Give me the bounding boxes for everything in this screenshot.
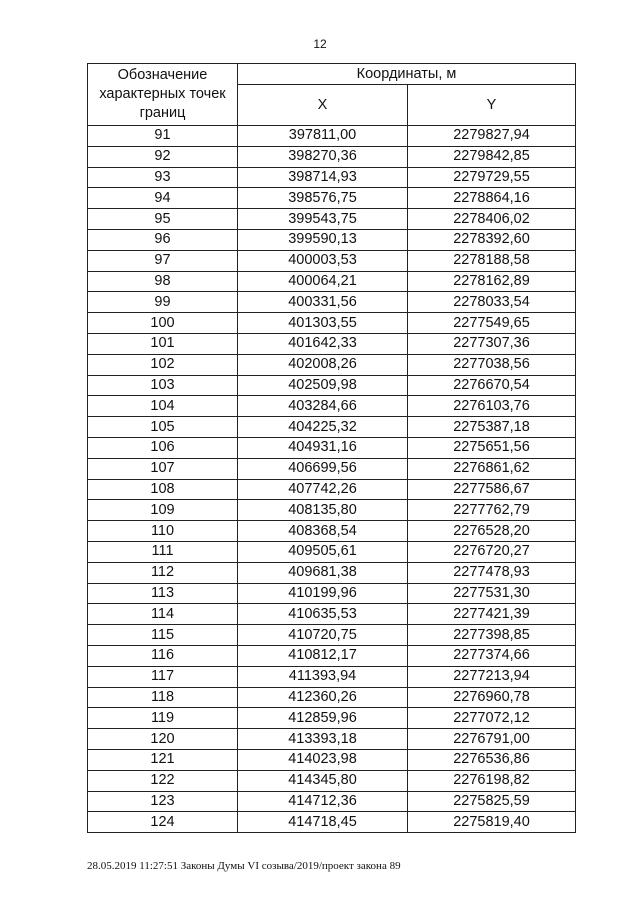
x-coordinate-cell: 410199,96 (238, 583, 408, 604)
x-coordinate-cell: 409505,61 (238, 541, 408, 562)
point-number-cell: 114 (88, 604, 238, 625)
x-coordinate-cell: 408368,54 (238, 521, 408, 542)
x-coordinate-cell: 406699,56 (238, 458, 408, 479)
point-number-cell: 111 (88, 541, 238, 562)
table-row (88, 271, 576, 292)
y-coordinate-cell: 2277398,85 (408, 625, 576, 646)
x-coordinate-cell: 402008,26 (238, 354, 408, 375)
table-row (88, 770, 576, 791)
table-row (88, 209, 576, 230)
y-coordinate-cell: 2279842,85 (408, 146, 576, 167)
header-x: X (238, 85, 408, 126)
y-coordinate-cell: 2278406,02 (408, 209, 576, 230)
x-coordinate-cell: 412859,96 (238, 708, 408, 729)
x-coordinate-cell: 398576,75 (238, 188, 408, 209)
table-row (88, 333, 576, 354)
point-number-cell: 93 (88, 167, 238, 188)
y-coordinate-cell: 2278864,16 (408, 188, 576, 209)
point-number-cell: 109 (88, 500, 238, 521)
table-row (88, 645, 576, 666)
y-coordinate-cell: 2277038,56 (408, 354, 576, 375)
table-row (88, 417, 576, 438)
x-coordinate-cell: 400331,56 (238, 292, 408, 313)
point-number-cell: 117 (88, 666, 238, 687)
y-coordinate-cell: 2277478,93 (408, 562, 576, 583)
point-number-cell: 105 (88, 417, 238, 438)
table-row (88, 313, 576, 334)
table-header (88, 64, 576, 126)
table-row (88, 791, 576, 812)
table-row (88, 812, 576, 833)
point-number-cell: 101 (88, 333, 238, 354)
point-number-cell: 99 (88, 292, 238, 313)
point-number-cell: 112 (88, 562, 238, 583)
y-coordinate-cell: 2276198,82 (408, 770, 576, 791)
header-y: Y (408, 85, 576, 126)
x-coordinate-cell: 402509,98 (238, 375, 408, 396)
x-coordinate-cell: 401642,33 (238, 333, 408, 354)
point-number-cell: 107 (88, 458, 238, 479)
y-coordinate-cell: 2277307,36 (408, 333, 576, 354)
table-row (88, 500, 576, 521)
y-coordinate-cell: 2275825,59 (408, 791, 576, 812)
table-row (88, 541, 576, 562)
table-row (88, 292, 576, 313)
x-coordinate-cell: 397811,00 (238, 126, 408, 147)
point-number-cell: 118 (88, 687, 238, 708)
point-number-cell: 92 (88, 146, 238, 167)
x-coordinate-cell: 407742,26 (238, 479, 408, 500)
table-row (88, 749, 576, 770)
y-coordinate-cell: 2277762,79 (408, 500, 576, 521)
point-number-cell: 103 (88, 375, 238, 396)
table-row (88, 250, 576, 271)
point-number-cell: 95 (88, 209, 238, 230)
header-designation: Обозначение характерных точек границ (88, 64, 238, 126)
point-number-cell: 98 (88, 271, 238, 292)
y-coordinate-cell: 2279729,55 (408, 167, 576, 188)
point-number-cell: 119 (88, 708, 238, 729)
y-coordinate-cell: 2279827,94 (408, 126, 576, 147)
table-row (88, 666, 576, 687)
y-coordinate-cell: 2276861,62 (408, 458, 576, 479)
y-coordinate-cell: 2278033,54 (408, 292, 576, 313)
x-coordinate-cell: 414345,80 (238, 770, 408, 791)
point-number-cell: 106 (88, 437, 238, 458)
x-coordinate-cell: 400064,21 (238, 271, 408, 292)
x-coordinate-cell: 408135,80 (238, 500, 408, 521)
table-body (88, 126, 576, 833)
y-coordinate-cell: 2277421,39 (408, 604, 576, 625)
table-row (88, 146, 576, 167)
x-coordinate-cell: 409681,38 (238, 562, 408, 583)
y-coordinate-cell: 2276791,00 (408, 729, 576, 750)
header-coordinates: Координаты, м (238, 64, 576, 85)
table-row (88, 188, 576, 209)
x-coordinate-cell: 410812,17 (238, 645, 408, 666)
y-coordinate-cell: 2276670,54 (408, 375, 576, 396)
coordinates-table (87, 63, 576, 833)
point-number-cell: 104 (88, 396, 238, 417)
point-number-cell: 121 (88, 749, 238, 770)
y-coordinate-cell: 2275651,56 (408, 437, 576, 458)
point-number-cell: 91 (88, 126, 238, 147)
table-row (88, 458, 576, 479)
point-number-cell: 115 (88, 625, 238, 646)
x-coordinate-cell: 413393,18 (238, 729, 408, 750)
y-coordinate-cell: 2278188,58 (408, 250, 576, 271)
y-coordinate-cell: 2277586,67 (408, 479, 576, 500)
point-number-cell: 94 (88, 188, 238, 209)
page-number: 12 (313, 37, 327, 51)
table-row (88, 521, 576, 542)
y-coordinate-cell: 2276103,76 (408, 396, 576, 417)
y-coordinate-cell: 2276528,20 (408, 521, 576, 542)
point-number-cell: 123 (88, 791, 238, 812)
table-row (88, 229, 576, 250)
table-row (88, 562, 576, 583)
x-coordinate-cell: 404225,32 (238, 417, 408, 438)
table-row (88, 729, 576, 750)
point-number-cell: 113 (88, 583, 238, 604)
x-coordinate-cell: 399590,13 (238, 229, 408, 250)
x-coordinate-cell: 414712,36 (238, 791, 408, 812)
point-number-cell: 124 (88, 812, 238, 833)
x-coordinate-cell: 410720,75 (238, 625, 408, 646)
footer-stamp: 28.05.2019 11:27:51 Законы Думы VI созыва/2019/проект закона 89 (87, 860, 401, 872)
y-coordinate-cell: 2277213,94 (408, 666, 576, 687)
y-coordinate-cell: 2277374,66 (408, 645, 576, 666)
table-row (88, 437, 576, 458)
point-number-cell: 116 (88, 645, 238, 666)
x-coordinate-cell: 411393,94 (238, 666, 408, 687)
x-coordinate-cell: 410635,53 (238, 604, 408, 625)
table-row (88, 375, 576, 396)
point-number-cell: 122 (88, 770, 238, 791)
x-coordinate-cell: 399543,75 (238, 209, 408, 230)
y-coordinate-cell: 2277531,30 (408, 583, 576, 604)
table-row (88, 604, 576, 625)
table-row (88, 167, 576, 188)
y-coordinate-cell: 2278392,60 (408, 229, 576, 250)
table-row (88, 708, 576, 729)
x-coordinate-cell: 401303,55 (238, 313, 408, 334)
y-coordinate-cell: 2277549,65 (408, 313, 576, 334)
table-row (88, 687, 576, 708)
point-number-cell: 96 (88, 229, 238, 250)
y-coordinate-cell: 2275819,40 (408, 812, 576, 833)
y-coordinate-cell: 2275387,18 (408, 417, 576, 438)
x-coordinate-cell: 400003,53 (238, 250, 408, 271)
x-coordinate-cell: 398714,93 (238, 167, 408, 188)
point-number-cell: 120 (88, 729, 238, 750)
point-number-cell: 100 (88, 313, 238, 334)
x-coordinate-cell: 403284,66 (238, 396, 408, 417)
x-coordinate-cell: 404931,16 (238, 437, 408, 458)
table-row (88, 625, 576, 646)
y-coordinate-cell: 2276536,86 (408, 749, 576, 770)
x-coordinate-cell: 398270,36 (238, 146, 408, 167)
table-row (88, 479, 576, 500)
x-coordinate-cell: 412360,26 (238, 687, 408, 708)
table-row (88, 583, 576, 604)
y-coordinate-cell: 2277072,12 (408, 708, 576, 729)
y-coordinate-cell: 2278162,89 (408, 271, 576, 292)
y-coordinate-cell: 2276720,27 (408, 541, 576, 562)
point-number-cell: 108 (88, 479, 238, 500)
table-row (88, 396, 576, 417)
y-coordinate-cell: 2276960,78 (408, 687, 576, 708)
table-row (88, 354, 576, 375)
point-number-cell: 110 (88, 521, 238, 542)
point-number-cell: 97 (88, 250, 238, 271)
x-coordinate-cell: 414718,45 (238, 812, 408, 833)
x-coordinate-cell: 414023,98 (238, 749, 408, 770)
point-number-cell: 102 (88, 354, 238, 375)
table-row (88, 126, 576, 147)
